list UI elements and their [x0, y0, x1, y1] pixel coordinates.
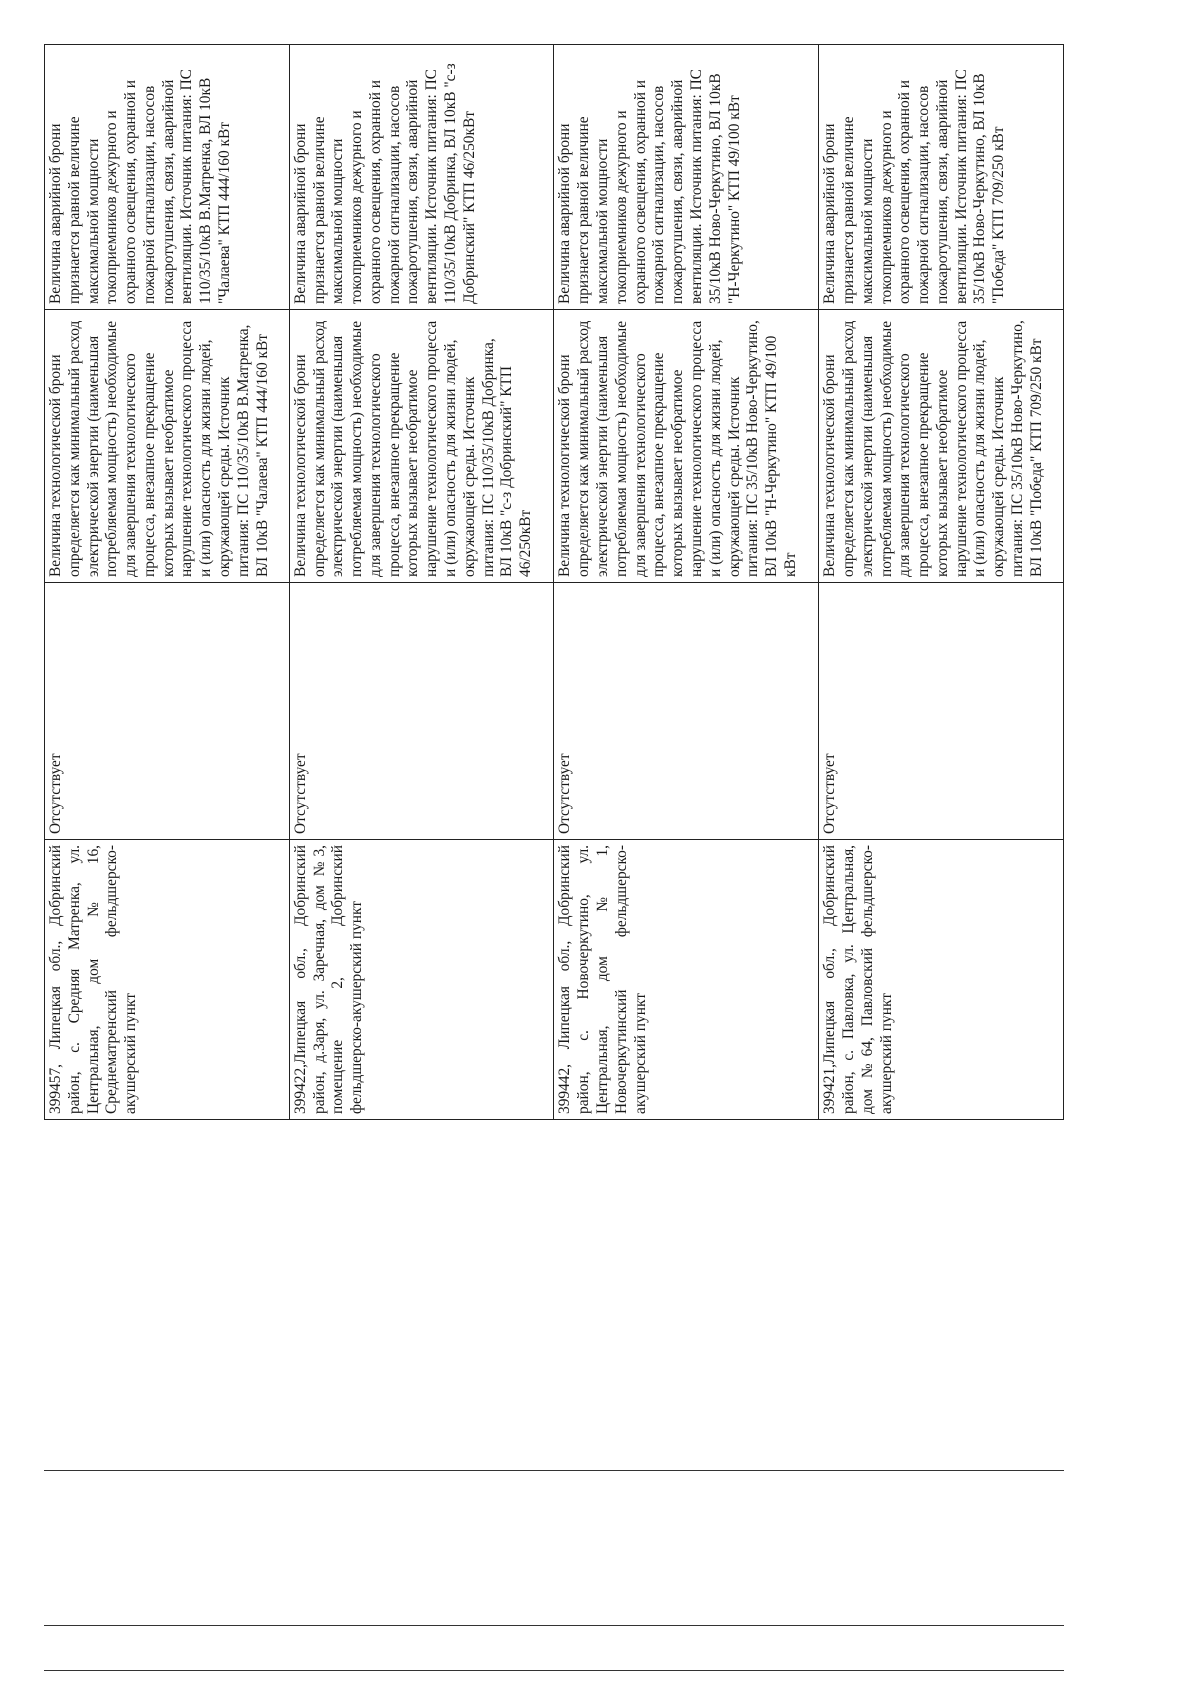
emergency-reserve-cell: Величина аварийной брони признается равной величине максимальной мощности токоприемников дежурного и охранного освещения, охранной и пожарной сигнализации, насосов пожаротушения, связи, аварийной вентиляции. Источник питания: ПС 110/35/10кВ Добринка, ВЛ 10кВ "с-з Добринский" КТП 46/250кВт — [289, 45, 554, 310]
status-cell: Отсутствует — [45, 583, 290, 840]
tech-reserve-cell: Величина технологической брони определяется как минимальный расход электрической энергии (наименьшая потребляемая мощность) необходимые для завершения технологического процесса, внезапное прекращение которых вызывает необратимое нарушение технологического процесса и (или) опасность для жизни людей, окружающей среды. Источник питания: ПС 35/10кВ Ново-Черкутино, ВЛ 10кВ "Н-Черкутино" КТП 49/100 кВт — [554, 310, 819, 583]
table-row — [819, 45, 1064, 1120]
rotated-table-wrapper — [44, 45, 1064, 1120]
status-cell: Отсутствует — [289, 583, 554, 840]
rule-line — [44, 1670, 1064, 1671]
address-cell: 399457, Липецкая обл., Добринский район, с. Средняя Матренка, ул. Центральная, дом №16, Среднематренский фельдшерско-акушерский пункт — [45, 840, 290, 1120]
reserve-table — [44, 44, 1064, 1120]
rule-line — [44, 1470, 1064, 1471]
tech-reserve-cell: Величина технологической брони определяется как минимальный расход электрической энергии (наименьшая потребляемая мощность) необходимые для завершения технологического процесса, внезапное прекращение которых вызывает необратимое нарушение технологического процесса и (или) опасность для жизни людей, окружающей среды. Источник питания: ПС 110/35/10кВ В.Матренка, ВЛ 10кВ "Чалаева" КТП 444/160 кВт — [45, 310, 290, 583]
status-cell: Отсутствует — [819, 583, 1064, 840]
table-row — [554, 45, 819, 1120]
table-row — [289, 45, 554, 1120]
emergency-reserve-cell: Величина аварийной брони признается равной величине максимальной мощности токоприемников дежурного и охранного освещения, охранной и пожарной сигнализации, насосов пожаротушения, связи, аварийной вентиляции. Источник питания: ПС 35/10кВ Ново-Черкутино, ВЛ 10кВ "Н-Черкутино" КТП 49/100 кВт — [554, 45, 819, 310]
rule-line — [44, 1625, 1064, 1626]
address-cell: 399422,Липецкая обл., Добринский район, д.Заря, ул. Заречная, дом №3, помещение 2, Добринский фельдшерско-акушерский пункт — [289, 840, 554, 1120]
emergency-reserve-cell: Величина аварийной брони признается равной величине максимальной мощности токоприемников дежурного и охранного освещения, охранной и пожарной сигнализации, насосов пожаротушения, связи, аварийной вентиляции. Источник питания: ПС 35/10кВ Ново-Черкутино, ВЛ 10кВ "Победа" КТП 709/250 кВт — [819, 45, 1064, 310]
address-cell: 399442, Липецкая обл., Добринский район, с. Новочеркутино, ул. Центральная, дом №1, Новочеркутинский фельдшерско-акушерский пункт — [554, 840, 819, 1120]
status-cell: Отсутствует — [554, 583, 819, 840]
tech-reserve-cell: Величина технологической брони определяется как минимальный расход электрической энергии (наименьшая потребляемая мощность) необходимые для завершения технологического процесса, внезапное прекращение которых вызывает необратимое нарушение технологического процесса и (или) опасность для жизни людей, окружающей среды. Источник питания: ПС 110/35/10кВ Добринка, ВЛ 10кВ "с-з Добринский" КТП 46/250кВт — [289, 310, 554, 583]
emergency-reserve-cell: Величина аварийной брони признается равной величине максимальной мощности токоприемников дежурного и охранного освещения, охранной и пожарной сигнализации, насосов пожаротушения, связи, аварийной вентиляции. Источник питания: ПС 110/35/10кВ В.Матренка, ВЛ 10кВ "Чалаева" КТП 444/160 кВт — [45, 45, 290, 310]
tech-reserve-cell: Величина технологической брони определяется как минимальный расход электрической энергии (наименьшая потребляемая мощность) необходимые для завершения технологического процесса, внезапное прекращение которых вызывает необратимое нарушение технологического процесса и (или) опасность для жизни людей, окружающей среды. Источник питания: ПС 35/10кВ Ново-Черкутино, ВЛ 10кВ "Победа" КТП 709/250 кВт — [819, 310, 1064, 583]
table-row — [45, 45, 290, 1120]
address-cell: 399421,Липецкая обл., Добринский район, с. Павловка, ул. Центральная, дом №64, Павловский фельдшерско-акушерский пункт — [819, 840, 1064, 1120]
